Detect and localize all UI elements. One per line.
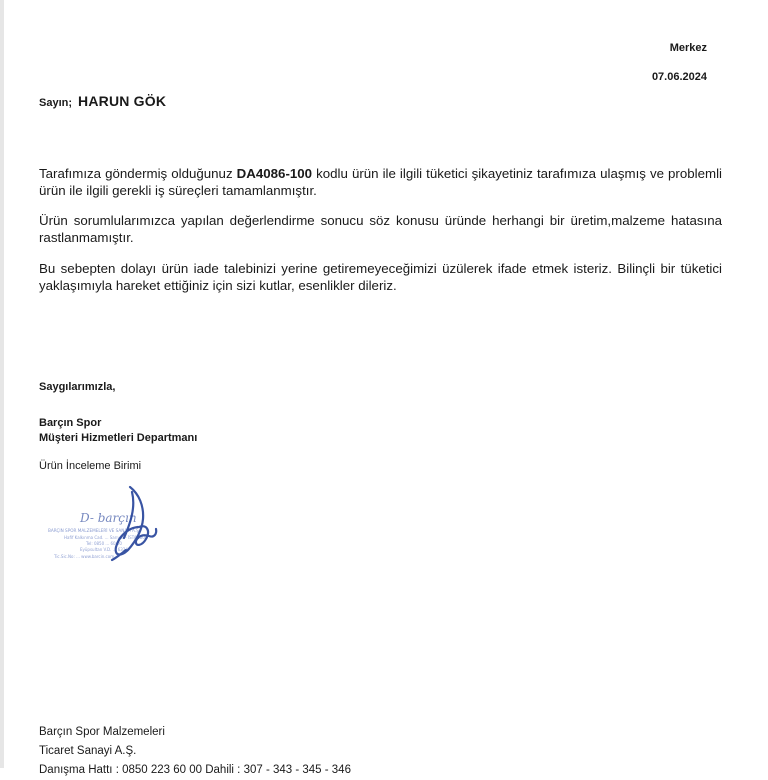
- closing: Saygılarımızla,: [39, 381, 116, 393]
- unit-name: Ürün İnceleme Birimi: [39, 460, 142, 472]
- stamp-graphic: [40, 484, 210, 564]
- recipient-name: HARUN GÖK: [78, 93, 167, 109]
- company-stamp-with-signature: [40, 484, 210, 564]
- department-name: Müşteri Hizmetleri Departmanı: [39, 432, 198, 444]
- product-code: DA4086-100: [236, 166, 313, 181]
- stamp-line-4: Eyüpsultan V.D. ... 6324: [80, 547, 128, 552]
- letter-place: Merkez: [669, 42, 707, 54]
- page-edge: [0, 0, 4, 768]
- salutation-label: Sayın;: [39, 97, 73, 109]
- stamp-line-2: Hafif Kalkınma Cad. ... Sarıyer - İSTANBUL: [64, 535, 148, 540]
- company-footer: [39, 723, 351, 780]
- letter-paragraph-3: Bu sebepten dolayı ürün iade talebinizi yerine getiremeyeceğimizi üzülerek ifade etmek isteriz. Bilinçli bir tüketici yaklaşımıyla hareket ettiğiniz için sizi kutlar, esenlikler dileriz.: [39, 261, 722, 293]
- salutation: [39, 93, 166, 109]
- letter-paragraph-2: Ürün sorumlularımızca yapılan değerlendirme sonucu söz konusu üründe herhangi bir üretim,malzeme hatasına rastlanmamıştır.: [39, 213, 722, 245]
- stamp-line-5: Tic.Sic.No: ... www.barcin.com: [54, 554, 115, 559]
- stamp-line-3: Tel: 0850 ... 60 00: [86, 541, 122, 546]
- company-name: Barçın Spor: [39, 417, 102, 429]
- paragraph-1-before: Tarafımıza göndermiş olduğunuz: [39, 166, 233, 181]
- stamp-line-1: BARÇIN SPOR MALZEMELERİ VE SANAYİ A.Ş.: [48, 528, 141, 533]
- sender-block: [39, 416, 197, 446]
- letter-paragraph-1: [39, 165, 722, 199]
- paragraph-1-after: kodlu ürün ile ilgili tüketici şikayetiniz tarafımıza ulaşmış ve problemli ürün ile ilgili gerekli iş süreçleri tamamlanmıştır.: [39, 166, 722, 198]
- footer-helpline: Danışma Hattı : 0850 223 60 00 Dahili : 307 - 343 - 345 - 346: [39, 764, 351, 776]
- letter-date: 07.06.2024: [651, 71, 707, 83]
- stamp-logo-text: D- barçın: [80, 511, 137, 525]
- footer-company-line-2: Ticaret Sanayi A.Ş.: [39, 745, 137, 757]
- footer-company-line-1: Barçın Spor Malzemeleri: [39, 726, 165, 738]
